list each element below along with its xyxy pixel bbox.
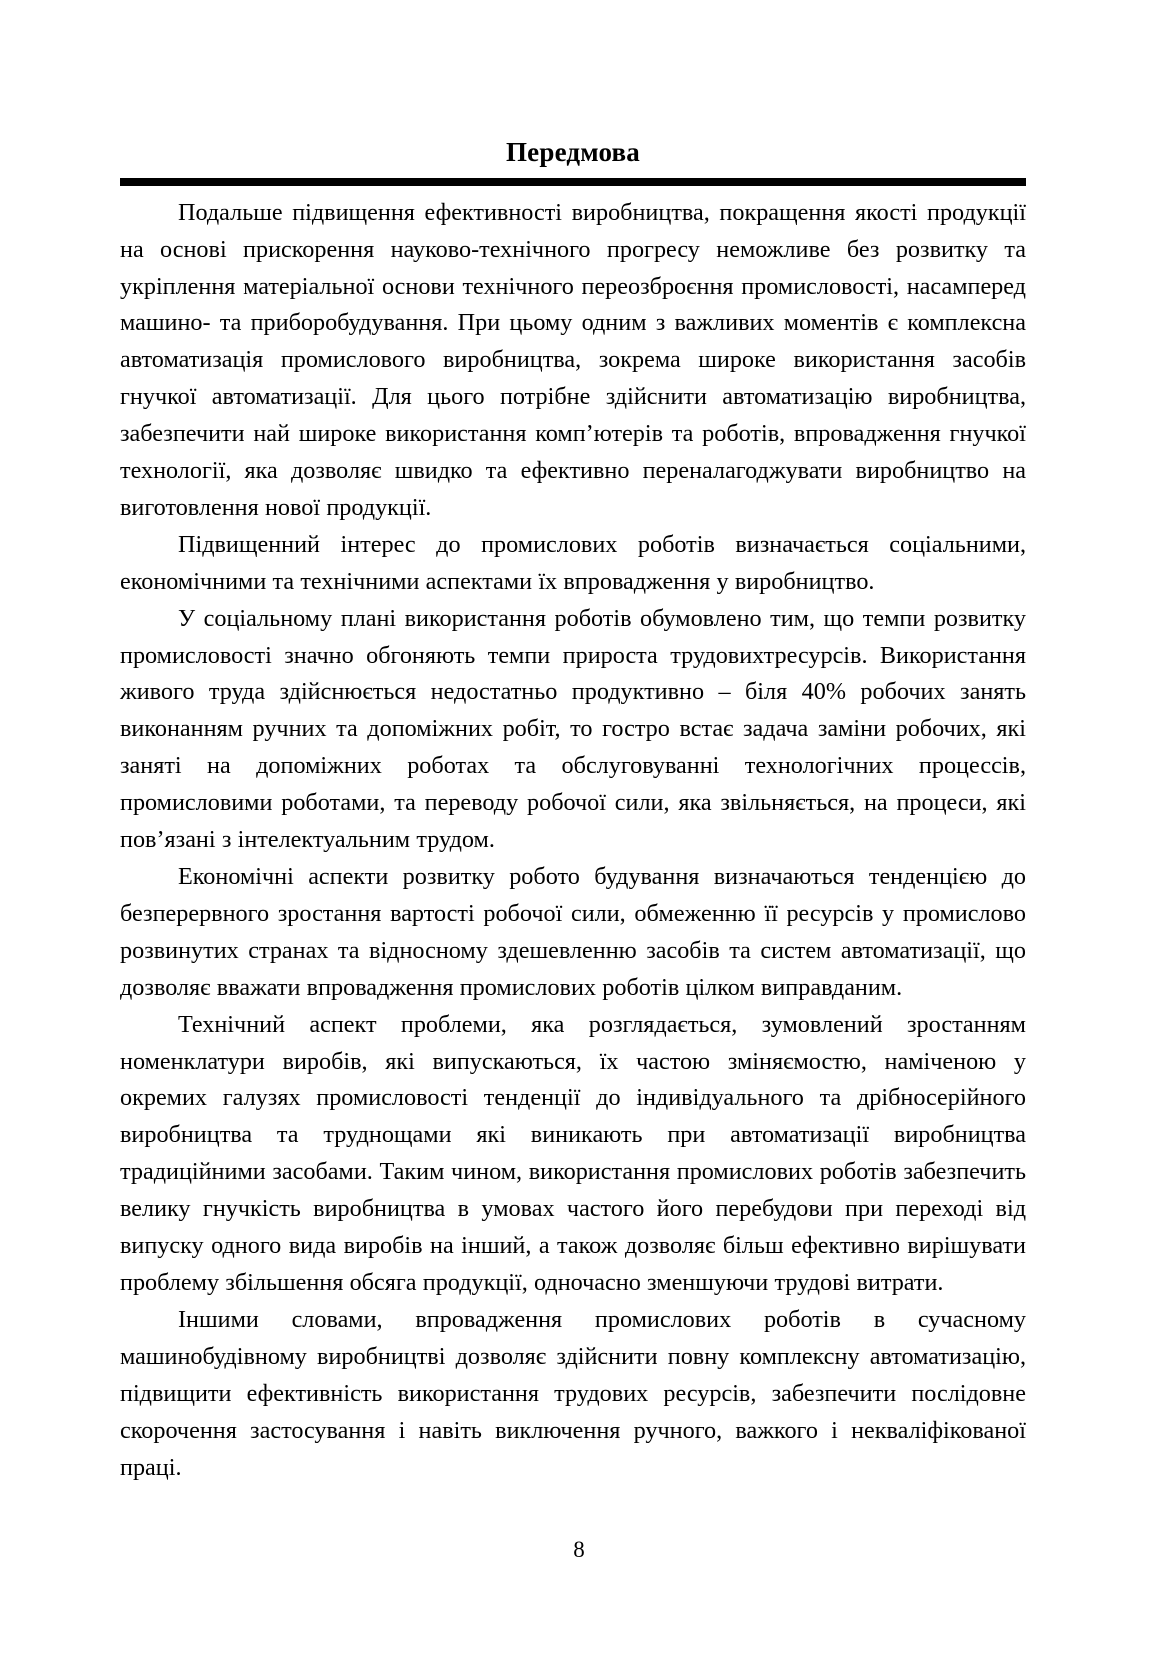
paragraph: Подальше підвищення ефективності виробництва, покращення якості продукції на основі прискорення науково-технічного прогресу неможливе без розвитку та укріплення матеріальної основи технічного переозброєння промисловості, насамперед машино- та приборобудування. При цьому одним з важливих моментів є комплексна автоматизація промислового виробництва, зокрема широке використання засобів гнучкої автоматизації. Для цього потрібне здійснити автоматизацію виробництва, забезпечити най широке використання комп’ютерів та роботів, впровадження гнучкої технології, яка дозволяє швидко та ефективно переналагоджувати виробництво на виготовлення нової продукції.	[120, 198, 1026, 521]
paragraph: У соціальному плані використання роботів обумовлено тим, що темпи розвитку промисловості значно обгоняють темпи прироста трудовихтресурсів. Використання живого труда здійснюється недостатньо продуктивно – біля 40% робочих занять виконанням ручних та допоміжних робіт, то гостро встає задача заміни робочих, які заняті на допоміжних роботах та обслуговуванні технологічних процессів, промисловими роботами, та переводу робочої сили, яка звільняється, на процеси, які пов’язані з інтелектуальним трудом.	[120, 604, 1026, 854]
page-number: 8	[573, 1537, 585, 1562]
page-title: Передмова	[505, 137, 641, 167]
paragraph: Економічні аспекти розвитку робото будування визначаються тенденцією до безперервного зростання вартості робочої сили, обмеженню її ресурсів у промислово розвинутих странах та відносному здешевленню засобів та систем автоматизації, що дозволяє вважати впровадження промислових роботів цілком виправданим.	[120, 863, 1026, 1001]
title-divider-rule	[120, 178, 1026, 186]
paragraph: Іншими словами, впровадження промислових роботів в сучасному машинобудівному виробництві дозволяє здійснити повну комплексну автоматизацію, підвищити ефективність використання трудових ресурсів, забезпечити послідовне скорочення застосування і навіть виключення ручного, важкого і некваліфікованої праці.	[120, 1305, 1026, 1481]
paragraph: Технічний аспект проблеми, яка розглядається, зумовлений зростанням номенклатури виробів, які випускаються, їх частою зміняємостю, наміченою у окремих галузях промисловості тенденції до індивідуального та дрібносерійного виробництва та труднощами які виникають при автоматизації виробництва традиційними засобами. Таким чином, використання промислових роботів забезпечить велику гнучкість виробництва в умовах частого його перебудови при переході від випуску одного вида виробів на інший, а також дозволяє більш ефективно вирішувати проблему збільшення обсяга продукції, одночасно зменшуючи трудові витрати.	[120, 1010, 1026, 1296]
page-content	[120, 0, 1026, 1486]
paragraph: Підвищенний інтерес до промислових роботів визначається соціальними, економічними та технічними аспектами їх впровадження у виробництво.	[120, 530, 1026, 595]
body-text-block	[120, 195, 1026, 1487]
